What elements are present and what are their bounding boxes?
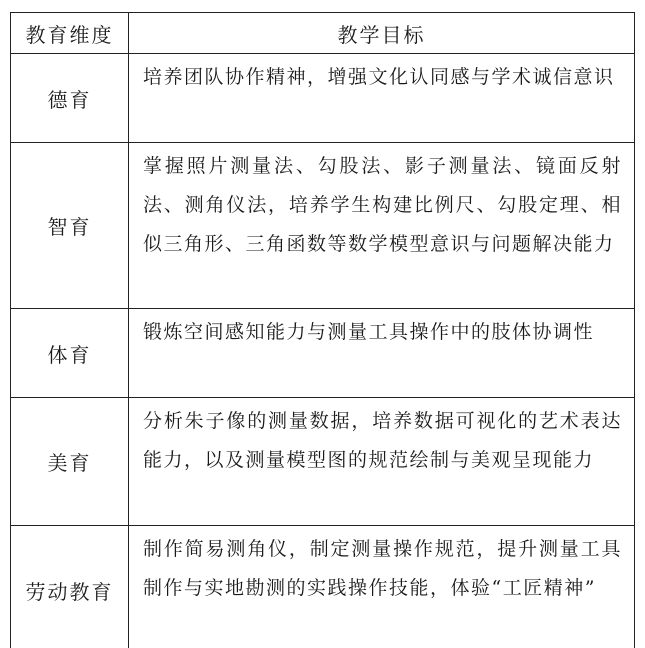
goal-cell: 分析朱子像的测量数据，培养数据可视化的艺术表达能力，以及测量模型图的规范绘制与美观呈现能力	[129, 398, 635, 526]
dimension-cell: 智育	[11, 143, 129, 309]
table-row	[11, 54, 635, 143]
goal-cell: 掌握照片测量法、勾股法、影子测量法、镜面反射法、测角仪法，培养学生构建比例尺、勾股定理、相似三角形、三角函数等数学模型意识与问题解决能力	[129, 143, 635, 309]
table-row	[11, 143, 635, 309]
goal-cell: 制作简易测角仪，制定测量操作规范，提升测量工具制作与实地勘测的实践操作技能，体验“工匠精神”	[129, 526, 635, 648]
education-goals-table	[10, 12, 635, 648]
header-goal: 教学目标	[129, 13, 635, 54]
dimension-cell: 体育	[11, 309, 129, 398]
dimension-cell: 美育	[11, 398, 129, 526]
dimension-cell: 劳动教育	[11, 526, 129, 648]
header-dimension: 教育维度	[11, 13, 129, 54]
goal-cell: 锻炼空间感知能力与测量工具操作中的肢体协调性	[129, 309, 635, 398]
table-row	[11, 309, 635, 398]
table-row	[11, 526, 635, 648]
table-header	[11, 13, 635, 54]
goal-cell: 培养团队协作精神，增强文化认同感与学术诚信意识	[129, 54, 635, 143]
table-row	[11, 398, 635, 526]
header-row	[11, 13, 635, 54]
dimension-cell: 德育	[11, 54, 129, 143]
table-body	[11, 54, 635, 648]
